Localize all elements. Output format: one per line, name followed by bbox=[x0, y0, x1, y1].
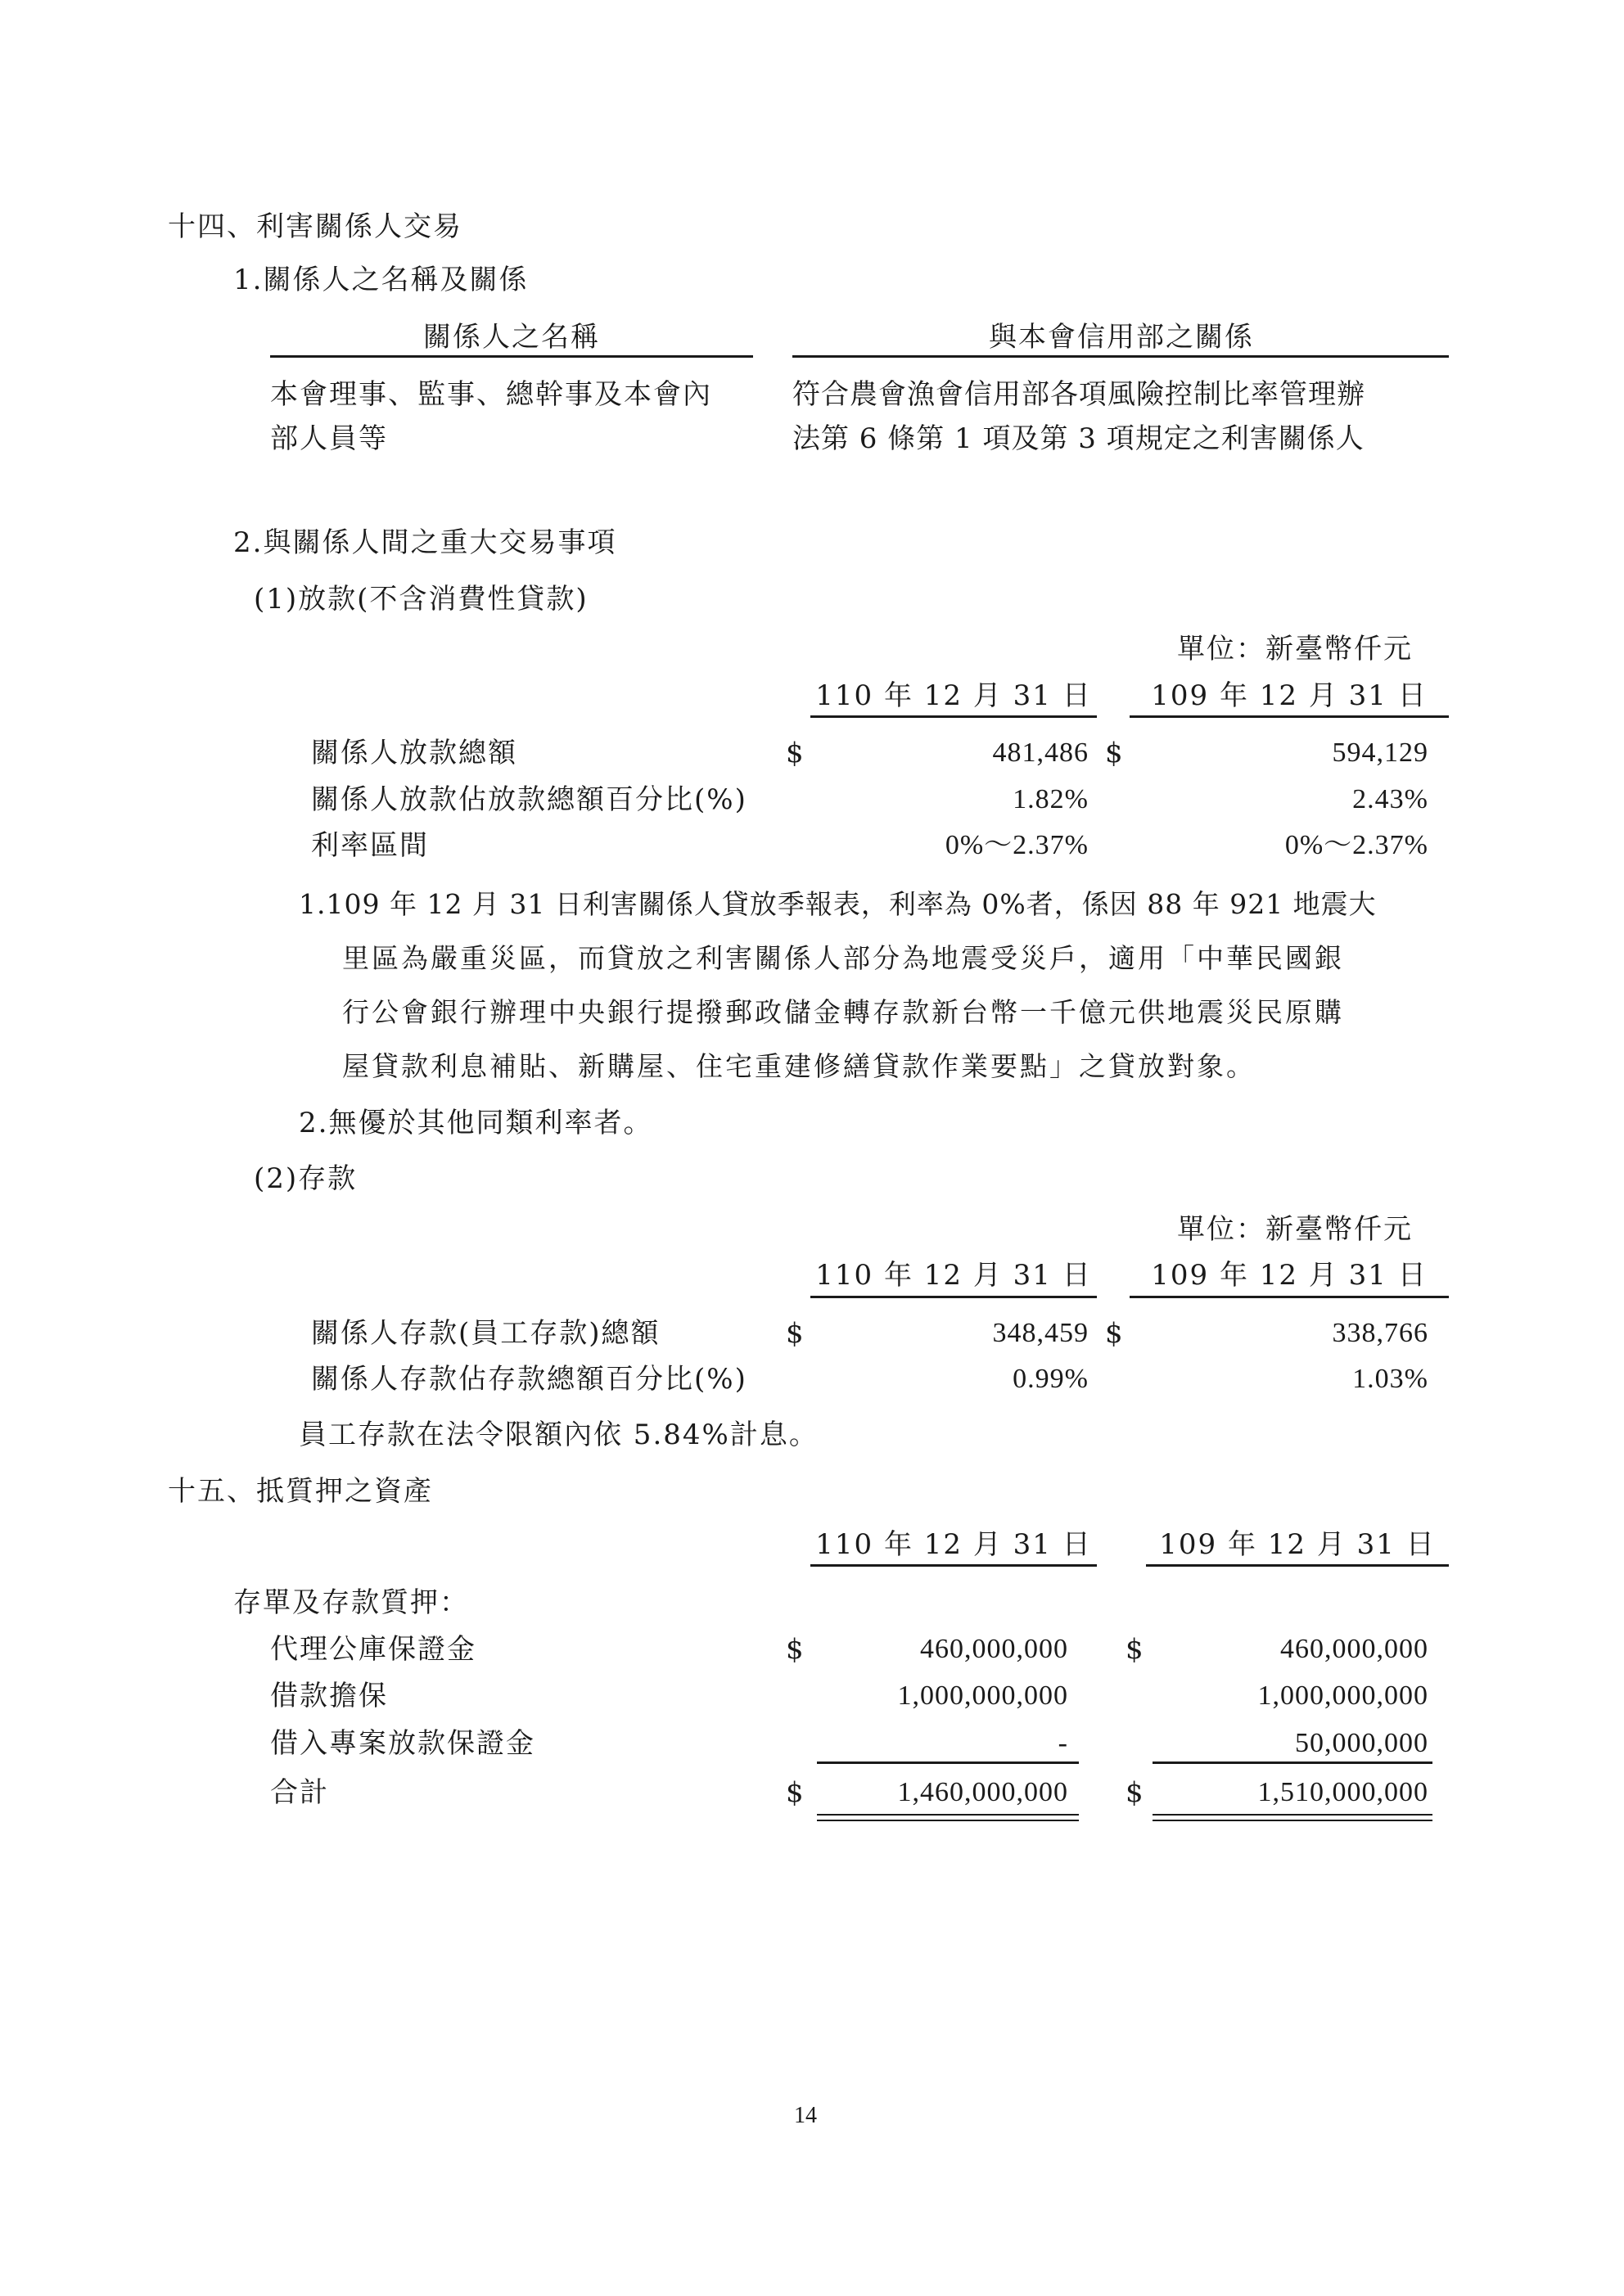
deposits-note: 員工存款在法令限額內依 5.84%計息。 bbox=[299, 1419, 819, 1451]
deposits-value-2021: 348,459 bbox=[992, 1318, 1089, 1348]
loans-title: (1)放款(不含消費性貸款) bbox=[254, 583, 589, 616]
deposits-value-2020: 1.03% bbox=[1352, 1364, 1428, 1394]
currency-symbol: $ bbox=[1105, 737, 1125, 769]
page-number: 14 bbox=[794, 2103, 817, 2128]
currency-symbol: $ bbox=[786, 1633, 805, 1666]
col-header-relation: 與本會信用部之關係 bbox=[989, 321, 1254, 354]
deposits-value-2021: 0.99% bbox=[1013, 1364, 1089, 1394]
loans-value-2021: 1.82% bbox=[1013, 784, 1089, 814]
pledged-group-label: 存單及存款質押： bbox=[233, 1586, 469, 1619]
total-double-rule-2021 bbox=[817, 1814, 1079, 1821]
loans-col-2021: 110 年 12 月 31 日 bbox=[815, 679, 1092, 712]
loans-row-label: 利率區間 bbox=[311, 829, 429, 862]
pledged-col-2020: 109 年 12 月 31 日 bbox=[1159, 1528, 1436, 1561]
loans-value-2021: 0%～2.37% bbox=[945, 830, 1089, 860]
pledged-total-2021: 1,460,000,000 bbox=[897, 1777, 1068, 1807]
currency-symbol: $ bbox=[1126, 1776, 1145, 1809]
pledged-row-label: 借入專案放款保證金 bbox=[270, 1727, 535, 1760]
header-rule-name bbox=[270, 355, 753, 358]
pledged-col-2021: 110 年 12 月 31 日 bbox=[815, 1528, 1092, 1561]
loans-value-2020: 2.43% bbox=[1352, 784, 1428, 814]
currency-symbol: $ bbox=[786, 1776, 805, 1809]
related-party-name-line2: 部人員等 bbox=[270, 422, 388, 455]
pledged-value-2020: 460,000,000 bbox=[1280, 1634, 1428, 1664]
deposits-rule-2020 bbox=[1130, 1296, 1449, 1298]
loans-note2: 2.無優於其他同類利率者。 bbox=[299, 1107, 653, 1139]
loans-value-2021: 481,486 bbox=[992, 738, 1089, 768]
relation-line1: 符合農會漁會信用部各項風險控制比率管理辦 bbox=[792, 378, 1365, 411]
currency-symbol: $ bbox=[786, 737, 805, 769]
deposits-value-2020: 338,766 bbox=[1332, 1318, 1428, 1348]
pledged-row-label: 代理公庫保證金 bbox=[270, 1633, 476, 1666]
subtotal-rule-2021 bbox=[817, 1761, 1079, 1764]
loans-note1-line4: 屋貸款利息補貼、新購屋、住宅重建修繕貸款作業要點」之貸放對象。 bbox=[342, 1050, 1256, 1082]
deposits-rule-2021 bbox=[810, 1296, 1097, 1298]
pledged-row-label: 借款擔保 bbox=[270, 1680, 388, 1712]
relation-line2: 法第 6 條第 1 項及第 3 項規定之利害關係人 bbox=[792, 422, 1365, 455]
loans-row-label: 關係人放款總額 bbox=[311, 737, 517, 769]
pledged-total-label: 合計 bbox=[270, 1776, 329, 1809]
pledged-value-2020: 50,000,000 bbox=[1295, 1728, 1428, 1758]
deposits-col-2020: 109 年 12 月 31 日 bbox=[1151, 1259, 1428, 1292]
loans-col-2020: 109 年 12 月 31 日 bbox=[1151, 679, 1428, 712]
total-double-rule-2020 bbox=[1153, 1814, 1432, 1821]
deposits-unit: 單位：新臺幣仟元 bbox=[1177, 1213, 1413, 1246]
loans-rule-2021 bbox=[810, 715, 1097, 718]
loans-rule-2020 bbox=[1130, 715, 1449, 718]
pledged-value-2021: - bbox=[1058, 1728, 1068, 1758]
section-15-title: 十五、抵質押之資產 bbox=[168, 1475, 433, 1508]
deposits-title: (2)存款 bbox=[254, 1162, 358, 1195]
subsection-1-title: 1.關係人之名稱及關係 bbox=[233, 264, 529, 296]
pledged-rule-2021 bbox=[810, 1564, 1097, 1567]
loans-note1-line2: 里區為嚴重災區，而貸放之利害關係人部分為地震受災戶，適用「中華民國銀 bbox=[342, 942, 1344, 974]
related-party-name-line1: 本會理事、監事、總幹事及本會內 bbox=[270, 378, 712, 411]
col-header-name: 關係人之名稱 bbox=[423, 321, 600, 354]
subtotal-rule-2020 bbox=[1153, 1761, 1432, 1764]
currency-symbol: $ bbox=[1105, 1317, 1125, 1350]
deposits-row-label: 關係人存款佔存款總額百分比(%) bbox=[311, 1363, 747, 1396]
loans-row-label: 關係人放款佔放款總額百分比(%) bbox=[311, 783, 747, 816]
subsection-2-title: 2.與關係人間之重大交易事項 bbox=[233, 526, 617, 559]
loans-note1-line3: 行公會銀行辦理中央銀行提撥郵政儲金轉存款新台幣一千億元供地震災民原購 bbox=[342, 996, 1344, 1028]
loans-value-2020: 0%～2.37% bbox=[1284, 830, 1428, 860]
deposits-col-2021: 110 年 12 月 31 日 bbox=[815, 1259, 1092, 1292]
pledged-value-2021: 1,000,000,000 bbox=[897, 1680, 1068, 1711]
loans-value-2020: 594,129 bbox=[1332, 738, 1428, 768]
section-14-title: 十四、利害關係人交易 bbox=[168, 210, 462, 243]
header-rule-relation bbox=[792, 355, 1449, 358]
pledged-total-2020: 1,510,000,000 bbox=[1257, 1777, 1428, 1807]
currency-symbol: $ bbox=[786, 1317, 805, 1350]
deposits-row-label: 關係人存款(員工存款)總額 bbox=[311, 1317, 661, 1350]
pledged-value-2021: 460,000,000 bbox=[920, 1634, 1068, 1664]
currency-symbol: $ bbox=[1126, 1633, 1145, 1666]
pledged-value-2020: 1,000,000,000 bbox=[1257, 1680, 1428, 1711]
pledged-rule-2020 bbox=[1146, 1564, 1449, 1567]
loans-note1-line1: 1.109 年 12 月 31 日利害關係人貸放季報表，利率為 0%者，係因 88 年 921 地震大 bbox=[299, 888, 1377, 920]
loans-unit: 單位：新臺幣仟元 bbox=[1177, 633, 1413, 665]
